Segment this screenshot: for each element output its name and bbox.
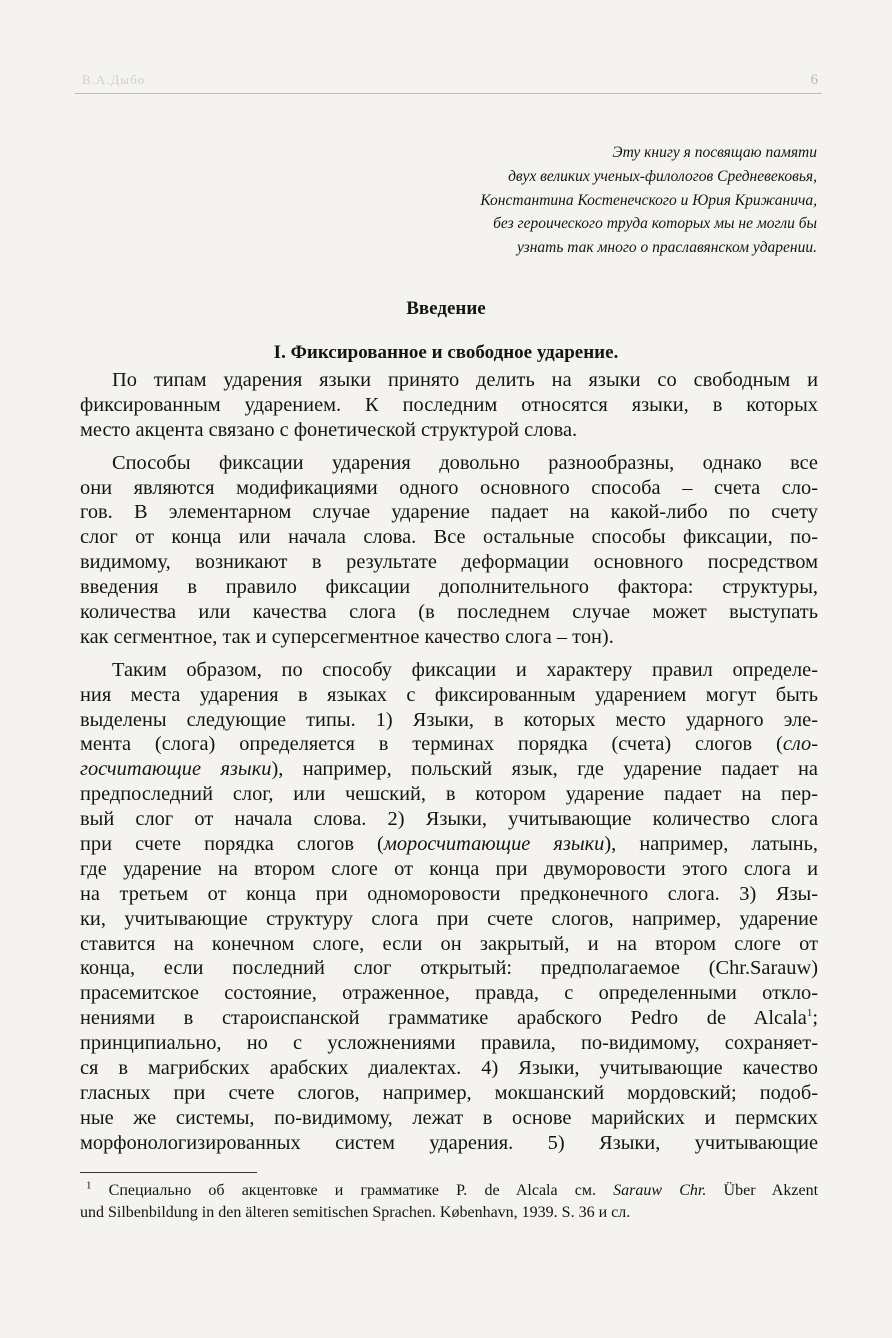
footnote-line: und Silbenbildung in den älteren semitischen Sprachen. København, 1939. S. 36 и сл. bbox=[80, 1204, 631, 1221]
text-line: слог от конца или начала слова. Все остальные способы фиксации, по- bbox=[80, 526, 818, 549]
text-line: место акцента связано с фонетической структурой слова. bbox=[80, 418, 578, 441]
dedication-line: без героического труда которых мы не могли бы bbox=[493, 215, 817, 233]
text-line: введения в правило фиксации дополнительного фактора: структуры, bbox=[80, 576, 818, 599]
text-line: ния места ударения в языках с фиксированным ударением могут быть bbox=[80, 683, 818, 706]
text-line bbox=[80, 757, 818, 782]
italic-term: моросчитающие языки bbox=[383, 833, 605, 856]
chapter-heading: I. Фиксированное и свободное ударение. bbox=[273, 342, 619, 363]
text-line: предпоследний слог, или чешский, в котором ударение падает на пер- bbox=[80, 783, 818, 806]
dedication-line: двух великих ученых-филологов Средневековья, bbox=[508, 167, 817, 185]
text-line: ки, учитывающие структуру слога при счете слогов, например, ударение bbox=[80, 907, 818, 930]
text-line: фиксированным ударением. К последним относятся языки, в которых bbox=[80, 393, 818, 416]
text-run: Über Akzent bbox=[706, 1182, 818, 1199]
italic-term: госчитающие языки bbox=[80, 758, 272, 781]
text-line: видимому, возникают в результате деформации основного посредством bbox=[80, 551, 818, 574]
text-line: По типам ударения языки принято делить на языки со свободным и bbox=[112, 369, 818, 391]
text-line: где ударение на втором слоге от конца при двуморовости этого слога и bbox=[80, 857, 818, 880]
dedication-line: Константина Костенечского и Юрия Крижанича, bbox=[480, 191, 817, 209]
text-line: гов. В элементарном случае ударение падает на какой-либо по счету bbox=[80, 501, 818, 524]
text-run: ), например, латынь, bbox=[604, 833, 818, 856]
text-line: ставится на конечном слоге, если он закрытый, и на втором слоге от bbox=[80, 932, 818, 955]
introduction-heading: Введение bbox=[406, 298, 486, 319]
dedication-epigraph bbox=[257, 141, 817, 260]
text-run: при счете порядка слогов ( bbox=[80, 833, 384, 856]
dedication-line: узнать так много о праславянском ударении. bbox=[516, 239, 817, 257]
text-line: Таким образом, по способу фиксации и характеру правил определе- bbox=[112, 658, 818, 681]
italic-author: Sarauw Chr. bbox=[613, 1182, 707, 1199]
text-line: выделены следующие типы. 1) Языки, в которых место ударного эле- bbox=[80, 708, 818, 731]
text-line: ные же системы, по-видимому, лежат в основе марийских и пермских bbox=[80, 1106, 818, 1129]
footnote-reference[interactable]: 1 bbox=[806, 1007, 813, 1020]
text-line bbox=[80, 732, 818, 757]
header-rule bbox=[75, 93, 822, 94]
text-line: прасемитское состояние, отраженное, правда, с определенными откло- bbox=[80, 982, 818, 1005]
text-line: принципиально, но с усложнениями правила, по-видимому, сохраняет- bbox=[80, 1032, 818, 1055]
italic-term: сло- bbox=[782, 733, 818, 756]
text-line: они являются модификациями одного основного способа – счета сло- bbox=[80, 476, 818, 499]
running-title: В.А.Дыбо bbox=[82, 72, 146, 87]
text-line: как сегментное, так и суперсегментное качество слога – тон). bbox=[80, 625, 614, 648]
text-line bbox=[80, 832, 818, 857]
text-line: ся в магрибских арабских диалектах. 4) Языки, учитывающие качество bbox=[80, 1057, 818, 1080]
footnote-number: 1 bbox=[86, 1180, 92, 1192]
text-line: Способы фиксации ударения довольно разнообразны, однако все bbox=[112, 451, 818, 474]
main-text bbox=[80, 368, 818, 1156]
text-line: количества или качества слога (в последнем случае может выступать bbox=[80, 601, 818, 624]
page-number: 6 bbox=[810, 72, 818, 88]
footnote bbox=[80, 1180, 818, 1224]
text-line: гласных при счете слогов, например, мокшанский мордовский; подоб- bbox=[80, 1081, 818, 1104]
text-run: мента (слога) определяется в терминах порядка (счета) слогов ( bbox=[80, 733, 783, 756]
text-line bbox=[80, 1006, 818, 1031]
text-line: вый слог от начала слова. 2) Языки, учитывающие количество слога bbox=[80, 808, 818, 831]
text-run: ; bbox=[812, 1007, 818, 1030]
text-line: конца, если последний слог открытый: предполагаемое (Chr.Sarauw) bbox=[80, 957, 818, 980]
text-line: морфонологизированных систем ударения. 5) Языки, учитывающие bbox=[80, 1131, 818, 1154]
text-run: Специально об акцентовке и грамматике P. de Alcala см. bbox=[108, 1182, 614, 1199]
text-line: на третьем от конца при одноморовости предконечного слога. 3) Язы- bbox=[80, 882, 818, 905]
footnote-divider bbox=[80, 1172, 257, 1173]
text-run: ), например, польский язык, где ударение падает на bbox=[271, 758, 818, 781]
text-run: нениями в староиспанской грамматике арабского Pedro de Alcala bbox=[80, 1007, 807, 1030]
footnote-line bbox=[80, 1180, 818, 1202]
dedication-line: Эту книгу я посвящаю памяти bbox=[612, 144, 817, 161]
